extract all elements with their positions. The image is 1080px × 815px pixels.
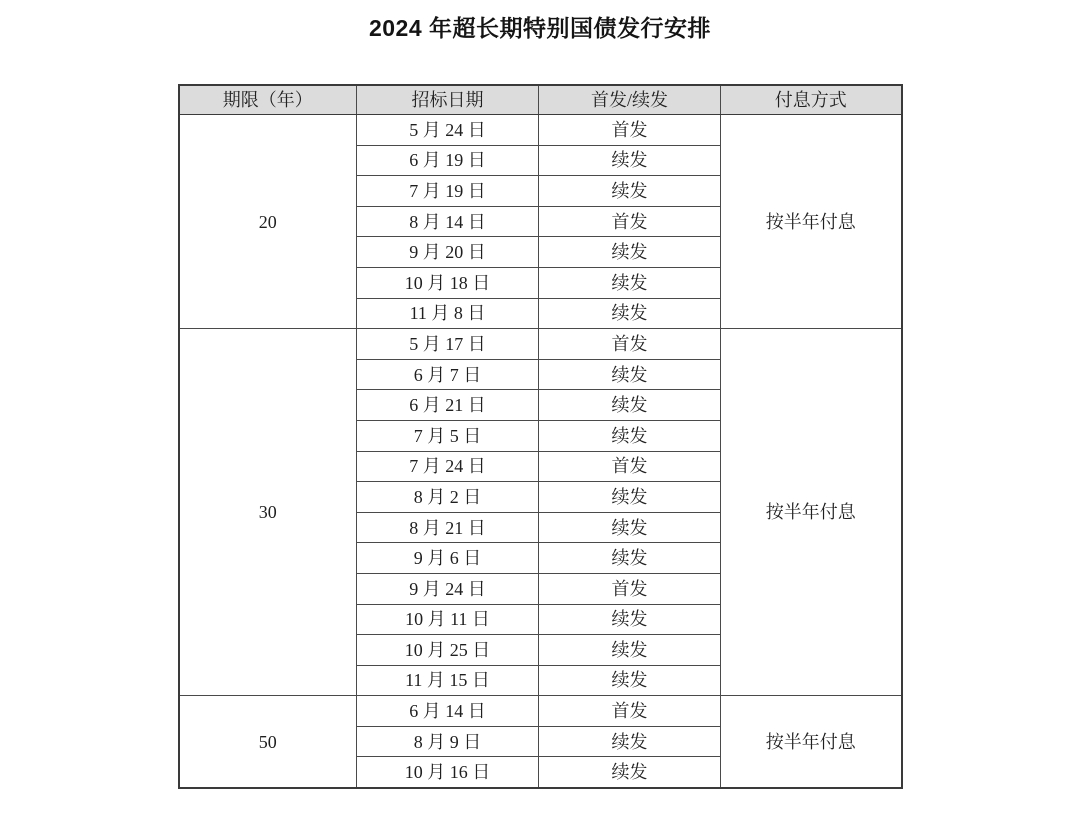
tender-date-cell: 8 月 2 日 [357, 482, 539, 513]
tender-date-cell: 8 月 14 日 [357, 206, 539, 237]
issue-type-cell: 续发 [539, 512, 721, 543]
tender-date-cell: 7 月 19 日 [357, 176, 539, 207]
tender-date-cell: 5 月 24 日 [357, 115, 539, 146]
issue-type-cell: 首发 [539, 329, 721, 360]
issue-type-cell: 首发 [539, 451, 721, 482]
issue-type-cell: 首发 [539, 206, 721, 237]
term-cell: 30 [179, 329, 357, 696]
page-title: 2024 年超长期特别国债发行安排 [368, 15, 712, 41]
header-tender-date: 招标日期 [357, 85, 539, 115]
table-row [179, 329, 902, 360]
tender-date-cell: 6 月 14 日 [357, 696, 539, 727]
tender-date-cell: 10 月 18 日 [357, 267, 539, 298]
tender-date-cell: 11 月 8 日 [357, 298, 539, 329]
issue-type-cell: 续发 [539, 726, 721, 757]
table-row [179, 115, 902, 146]
tender-date-cell: 10 月 16 日 [357, 757, 539, 788]
issue-type-cell: 首发 [539, 696, 721, 727]
tender-date-cell: 6 月 7 日 [357, 359, 539, 390]
issue-type-cell: 续发 [539, 359, 721, 390]
tender-date-cell: 9 月 6 日 [357, 543, 539, 574]
payment-method-cell: 按半年付息 [721, 329, 902, 696]
tender-date-cell: 5 月 17 日 [357, 329, 539, 360]
issue-type-cell: 续发 [539, 420, 721, 451]
payment-method-cell: 按半年付息 [721, 115, 902, 329]
tender-date-cell: 10 月 25 日 [357, 635, 539, 666]
issue-type-cell: 续发 [539, 298, 721, 329]
issue-type-cell: 续发 [539, 482, 721, 513]
issue-type-cell: 首发 [539, 573, 721, 604]
tender-date-cell: 9 月 20 日 [357, 237, 539, 268]
tender-date-cell: 7 月 24 日 [357, 451, 539, 482]
issue-type-cell: 续发 [539, 757, 721, 788]
issue-type-cell: 续发 [539, 390, 721, 421]
tender-date-cell: 9 月 24 日 [357, 573, 539, 604]
tender-date-cell: 6 月 19 日 [357, 145, 539, 176]
tender-date-cell: 8 月 9 日 [357, 726, 539, 757]
header-term: 期限（年） [179, 85, 357, 115]
tender-date-cell: 11 月 15 日 [357, 665, 539, 696]
tender-date-cell: 10 月 11 日 [357, 604, 539, 635]
issue-type-cell: 续发 [539, 237, 721, 268]
issue-type-cell: 续发 [539, 665, 721, 696]
issue-type-cell: 续发 [539, 145, 721, 176]
table-header [179, 85, 902, 115]
bond-issuance-table [178, 84, 903, 789]
issue-type-cell: 续发 [539, 176, 721, 207]
issue-type-cell: 续发 [539, 267, 721, 298]
tender-date-cell: 8 月 21 日 [357, 512, 539, 543]
issue-type-cell: 续发 [539, 635, 721, 666]
document-page [0, 13, 1080, 789]
header-issue-type: 首发/续发 [539, 85, 721, 115]
header-payment-method: 付息方式 [721, 85, 902, 115]
issue-type-cell: 续发 [539, 604, 721, 635]
payment-method-cell: 按半年付息 [721, 696, 902, 788]
term-cell: 50 [179, 696, 357, 788]
tender-date-cell: 6 月 21 日 [357, 390, 539, 421]
header-row [179, 85, 902, 115]
term-cell: 20 [179, 115, 357, 329]
tender-date-cell: 7 月 5 日 [357, 420, 539, 451]
issue-type-cell: 续发 [539, 543, 721, 574]
issue-type-cell: 首发 [539, 115, 721, 146]
table-body [179, 115, 902, 789]
table-row [179, 696, 902, 727]
